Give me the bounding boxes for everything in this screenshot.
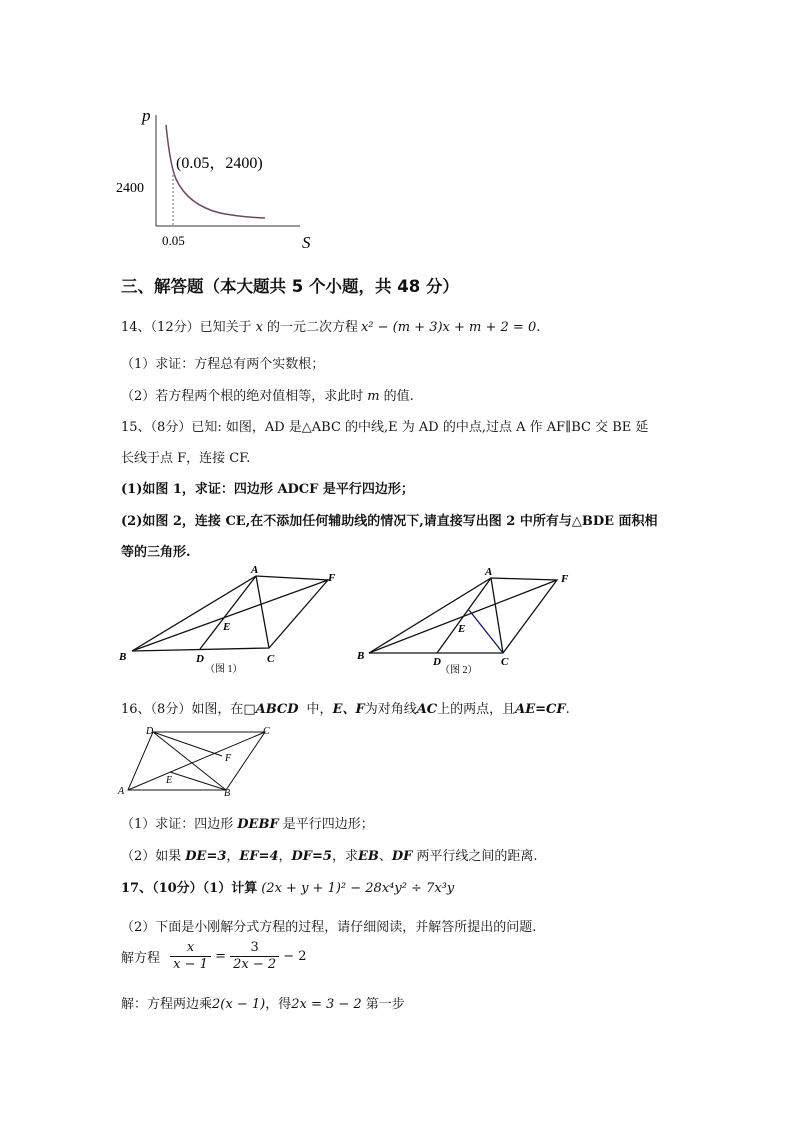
q17-solution-step1: 解：方程两边乘2(x − 1)，得2x = 3 − 2 第一步 <box>121 997 405 1012</box>
q16-label-C: C <box>263 726 270 737</box>
q14-header: 14、（12分）已知关于 x 的一元二次方程 x² − (m + 3)x + m + 2 = 0. <box>121 320 541 335</box>
q15-figure-1 <box>110 562 350 682</box>
q17-expression: (2x + y + 1)² − 28x⁴y² ÷ 7x³y <box>261 881 455 896</box>
q17-lhs-fraction: $\frac{x}{x - 1}$ <box>170 940 211 973</box>
section-title: 三、解答题（本大题共 5 个小题，共 48 分） <box>121 277 459 296</box>
fig2-label-D: D <box>433 656 441 668</box>
q16-label-F: F <box>225 753 232 764</box>
q14-equation: x² − (m + 3)x + m + 2 = 0 <box>360 320 537 335</box>
q14-part1: （1）求证：方程总有两个实数根； <box>121 357 325 372</box>
q17-rhs-fraction: $\frac{3}{2x - 2}$ <box>230 940 279 973</box>
y-axis-label: p <box>142 106 151 125</box>
q15-part2-line1: (2)如图 2，连接 CE,在不添加任何辅助线的情况下,请直接写出图 2 中所有与△BDE 面积相 <box>121 514 658 529</box>
fig2-label-C: C <box>501 656 509 668</box>
fig1-label-B: B <box>119 651 127 663</box>
q16-parallelogram-figure <box>115 722 285 802</box>
q15-line1: 15、（8分）已知: 如图，AD 是△ABC 的中线,E 为 AD 的中点,过点 A 作 AF∥BC 交 BE 延 <box>121 420 649 435</box>
q16-label-B: B <box>224 788 231 799</box>
q17-header: 17、（10分）（1）计算 (2x + y + 1)² − 28x⁴y² ÷ 7x³y <box>121 881 455 896</box>
x-tick-label: 0.05 <box>162 233 185 248</box>
fig2-label-A: A <box>485 566 493 578</box>
y-tick-label: 2400 <box>116 181 144 196</box>
q15-line2: 长线于点 F，连接 CF. <box>121 451 251 466</box>
q16-label-D: D <box>146 726 154 737</box>
q16-label-E: E <box>166 775 173 786</box>
q14-part2: （2）若方程两个根的绝对值相等，求此时 m 的值. <box>121 389 414 404</box>
fig1-label-A: A <box>251 564 259 576</box>
point-label: (0.05，2400) <box>176 155 263 172</box>
q16-header: 16、（8分）如图，在□ABCD 中，E、F为对角线AC上的两点，且AE=CF. <box>121 702 570 717</box>
q15-part1: (1)如图 1，求证：四边形 ADCF 是平行四边形； <box>121 482 414 497</box>
fig1-label-C: C <box>267 653 275 665</box>
fig1-label-F: F <box>328 572 336 584</box>
q16-part1: （1）求证：四边形 DEBF 是平行四边形； <box>121 817 374 832</box>
fig2-caption: （图 2） <box>440 665 478 676</box>
q15-part2-line2: 等的三角形. <box>121 545 191 560</box>
x-axis-label: S <box>302 233 311 252</box>
fig2-label-B: B <box>357 650 365 662</box>
q15-figure-2 <box>345 562 585 682</box>
q17-equation: 解方程 $\frac{x}{x - 1}$ = $\frac{3}{2x - 2}$ − 2 <box>121 940 307 972</box>
inverse-function-graph <box>110 95 330 255</box>
q16-label-A: A <box>118 786 125 797</box>
fig2-label-E: E <box>458 623 466 635</box>
fig1-label-E: E <box>223 621 231 633</box>
q16-part2: （2）如果 DE=3，EF=4，DF=5，求EB、DF 两平行线之间的距离. <box>121 849 538 864</box>
fig1-label-D: D <box>196 653 204 665</box>
fig2-label-F: F <box>561 573 569 585</box>
fig1-caption: （图 1） <box>205 664 243 675</box>
q17-part2: （2）下面是小刚解分式方程的过程，请仔细阅读，并解答所提出的问题. <box>121 920 537 935</box>
